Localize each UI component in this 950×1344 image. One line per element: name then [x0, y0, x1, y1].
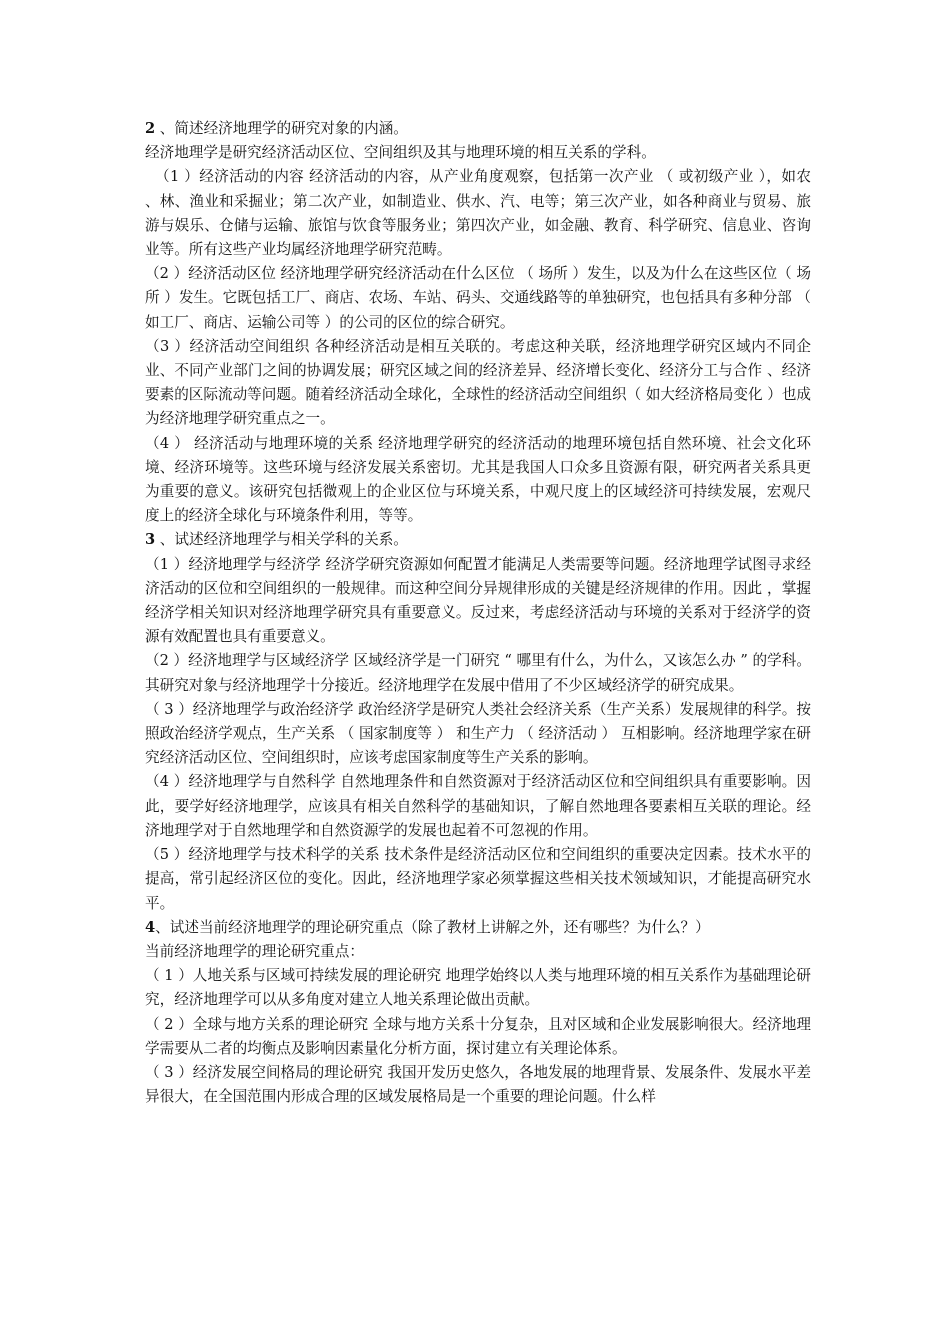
paragraph: （1 ）经济活动的内容 经济活动的内容，从产业角度观察，包括第一次产业 （ 或初级产业 ），如农 、林、渔业和采掘业；第二次产业，如制造业、供水、汽、电等；第三次产业，如各种商业与贸易、旅游与娱乐、仓储与运输、旅馆与饮食等服务业；第四次产业，如金融、教育、科学研究、信息业、咨询业等。所有这些产业均属经济地理学研究范畴。 [145, 168, 811, 259]
question-text: 、简述经济地理学的研究对象的内涵。 [155, 120, 408, 137]
question-number: 4 [145, 918, 156, 936]
question-text: 、试述当前经济地理学的理论研究重点（除了教材上讲解之外，还有哪些？为什么？） [155, 918, 710, 936]
question-heading-4 [145, 916, 811, 940]
paragraph: 经济地理学是研究经济活动区位、空间组织及其与地理环境的相互关系的学科。 [145, 144, 656, 162]
paragraph: （ 1 ）人地关系与区域可持续发展的理论研究 地理学始终以人类与地理环境的相互关系作为基础理论研究，经济地理学可以从多角度对建立人地关系理论做出贡献。 [145, 967, 811, 1009]
paragraph: （ 3 ）经济发展空间格局的理论研究 我国开发历史悠久，各地发展的地理背景、发展条件、发展水平差异很大，在全国范围内形成合理的区域发展格局是一个重要的理论问题。什么样 [145, 1063, 811, 1106]
question-number: 2 [145, 120, 156, 137]
paragraph: （4 ）经济地理学与自然科学 自然地理条件和自然资源对于经济活动区位和空间组织具有重要影响。因此，要学好经济地理学，应该具有相关自然科学的基础知识，了解自然地理各要素相互关联的理论。经济地理学对于自然地理学和自然资源学的发展也起着不可忽视的作用。 [145, 773, 811, 839]
question-heading-3 [145, 528, 811, 552]
paragraph: （2 ）经济地理学与区域经济学 区域经济学是一门研究 “ 哪里有什么，为什么，又该怎么办 ” 的学科。其研究对象与经济地理学十分接近。经济地理学在发展中借用了不少区域经济学的研究成果。 [145, 652, 811, 694]
paragraph: （ 3 ）经济地理学与政治经济学 政治经济学是研究人类社会经济关系（生产关系）发展规律的科学。按照政治经济学观点，生产关系 （ 国家制度等 ） 和生产力 （ 经济活动 ） 互相影响。经济地理学家在研究经济活动区位、空间组织时，应该考虑国家制度等生产关系的影响。 [145, 700, 811, 767]
paragraph: （2 ）经济活动区位 经济地理学研究经济活动在什么区位 （ 场所 ）发生，以及为什么在这些区位（ 场所 ）发生。它既包括工厂、商店、农场、车站、码头、交通线路等的单独研究，也包括具有多种分部 （ 如工厂、商店、运输公司等 ）的公司的区位的综合研究。 [145, 265, 812, 331]
paragraph: （4 ） 经济活动与地理环境的关系 经济地理学研究的经济活动的地理环境包括自然环境、社会文化环境、经济环境等。这些环境与经济发展关系密切。尤其是我国人口众多且资源有限，研究两者关系具更为重要的意义。该研究包括微观上的企业区位与环境关系，中观尺度上的区域经济可持续发展，宏观尺度上的经济全球化与环境条件利用，等等。 [145, 434, 811, 525]
question-text: 、试述经济地理学与相关学科的关系。 [155, 531, 408, 549]
question-number: 3 [145, 531, 156, 549]
paragraph: （5 ）经济地理学与技术科学的关系 技术条件是经济活动区位和空间组织的重要决定因素。技术水平的提高，常引起经济区位的变化。因此，经济地理学家必须掌握这些相关技术领域知识，才能提高研究水平。 [145, 846, 811, 912]
question-heading-2 [145, 117, 811, 141]
paragraph: 当前经济地理学的理论研究重点： [145, 942, 364, 960]
paragraph: （3 ）经济活动空间组织 各种经济活动是相互关联的。考虑这种关联，经济地理学研究区域内不同企业、不同产业部门之间的协调发展；研究区域之间的经济差异、经济增长变化、经济分工与合作 、经济要素的区际流动等问题。随着经济活动全球化，全球性的经济活动空间组织（ 如大经济格局变化 ）也成为经济地理学研究重点之一。 [145, 337, 812, 428]
paragraph: （1 ）经济地理学与经济学 经济学研究资源如何配置才能满足人类需要等问题。经济地理学试图寻求经济活动的区位和空间组织的一般规律。而这种空间分异规律形成的关键是经济规律的作用。因此 ，掌握经济学相关知识对经济地理学研究具有重要意义。反过来，考虑经济活动与环境的关系对于经济学的资源有效配置也具有重要意义。 [145, 555, 811, 646]
document-body [145, 117, 811, 1109]
paragraph: （ 2 ）全球与地方关系的理论研究 全球与地方关系十分复杂，且对区域和企业发展影响很大。经济地理学需要从二者的均衡点及影响因素量化分析方面，探讨建立有关理论体系。 [145, 1015, 811, 1057]
